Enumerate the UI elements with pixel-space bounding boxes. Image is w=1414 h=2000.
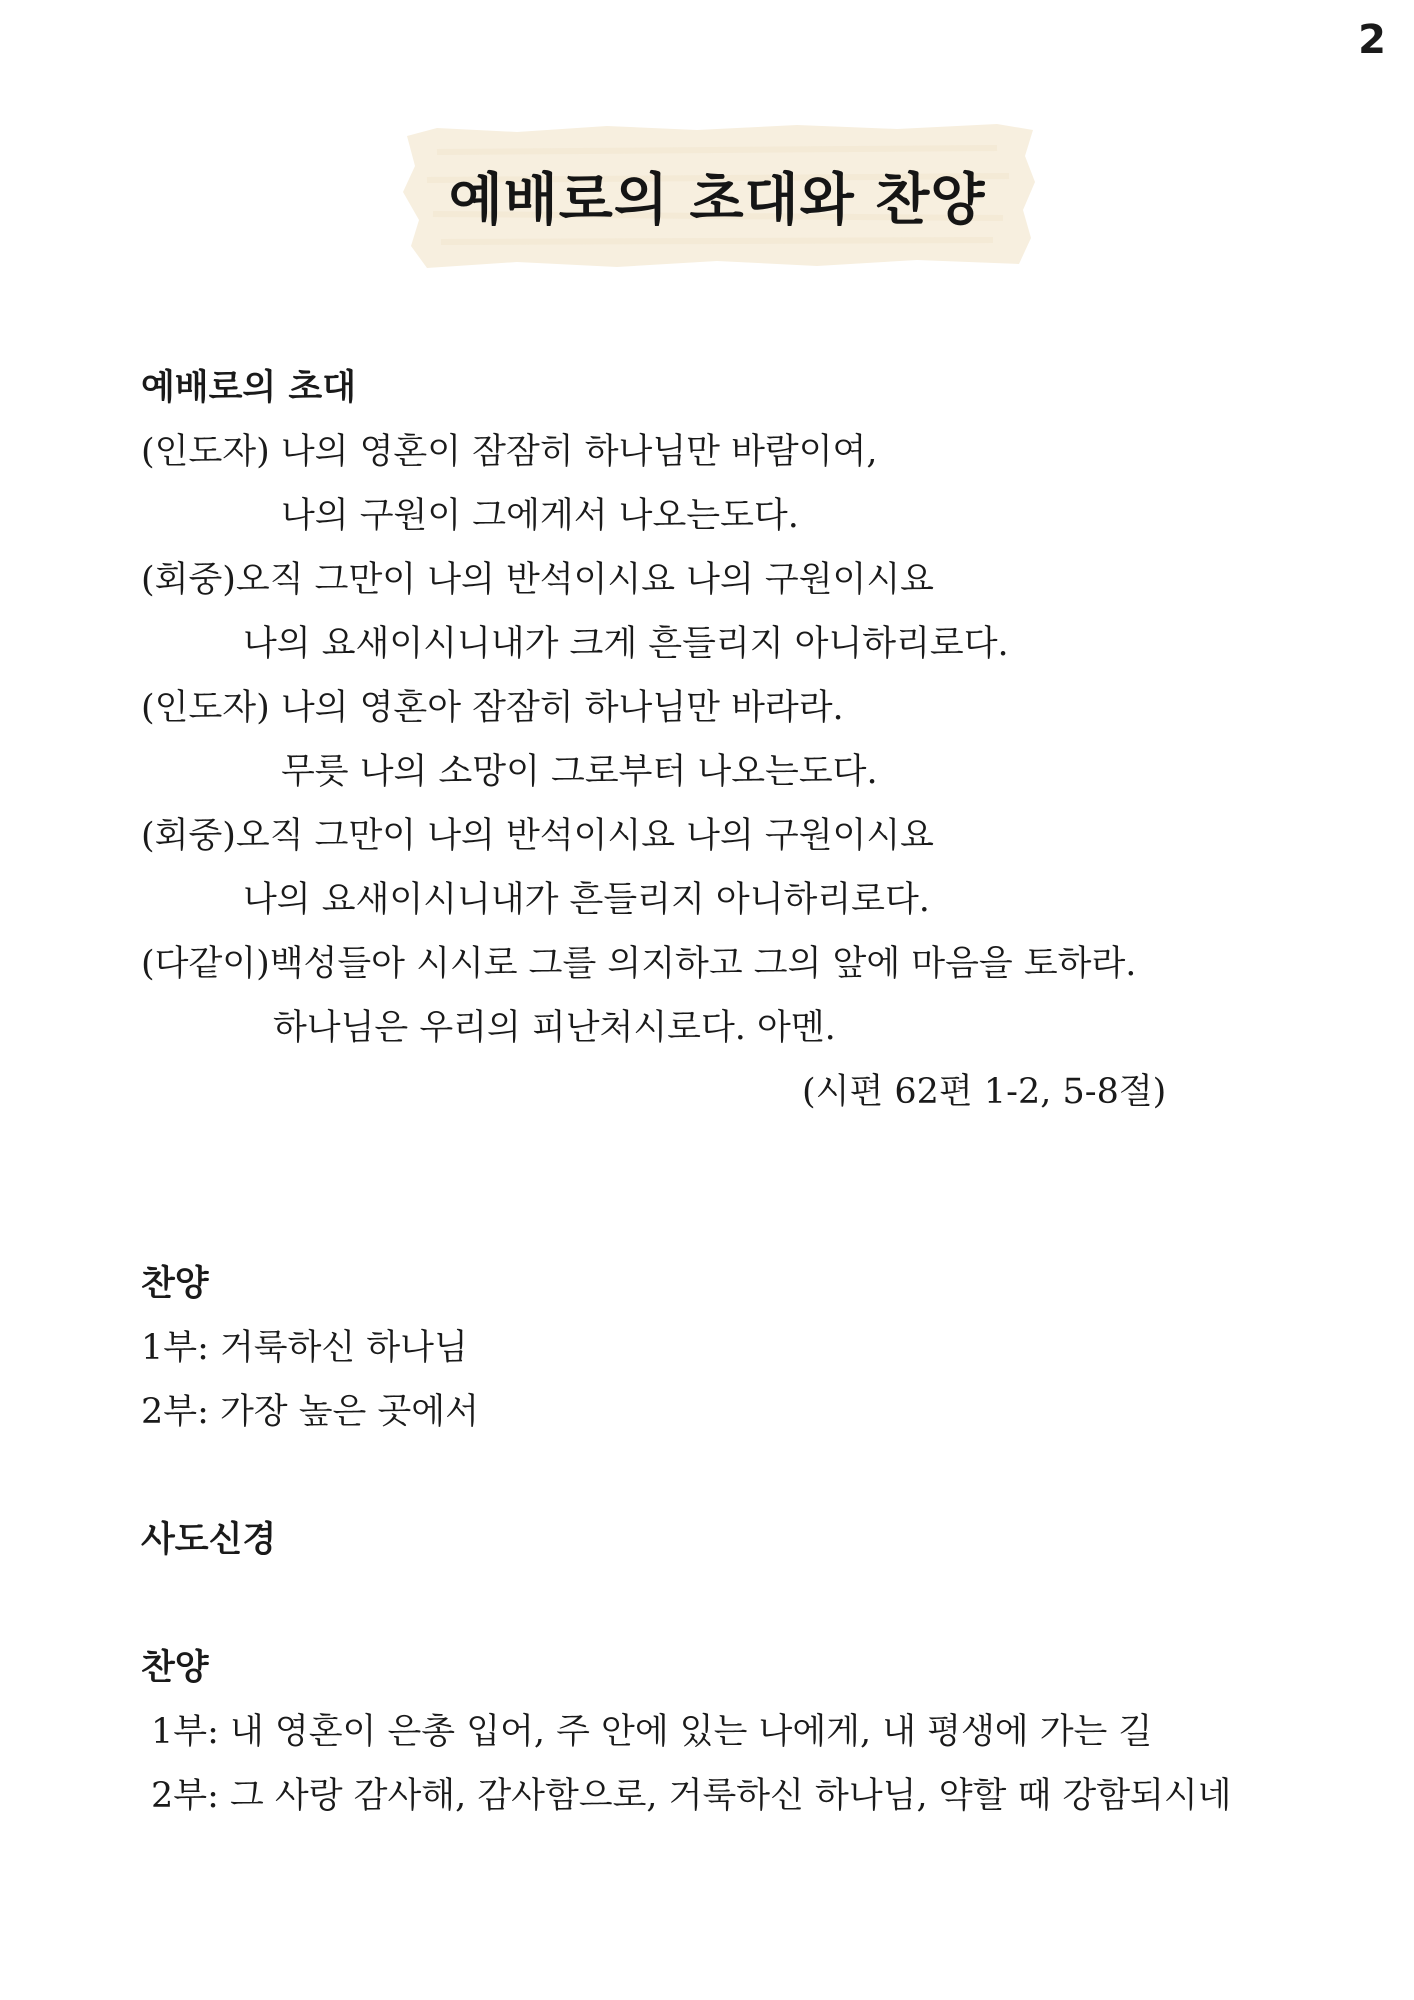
section-heading-invitation: 예배로의 초대: [141, 368, 357, 408]
main-content: [141, 356, 1341, 1828]
invitation-line: 나의 요새이시니내가 크게 흔들리지 아니하리로다.: [243, 624, 1009, 664]
praise-item: 1부: 내 영혼이 은총 입어, 주 안에 있는 나에게, 내 평생에 가는 길: [151, 1712, 1153, 1752]
invitation-line: (회중)오직 그만이 나의 반석이시요 나의 구원이시요: [141, 560, 934, 600]
invitation-line: 하나님은 우리의 피난처시로다. 아멘.: [273, 1008, 836, 1048]
invitation-line: (인도자) 나의 영혼이 잠잠히 하나님만 바람이여,: [141, 432, 878, 472]
invitation-line: (다같이)백성들아 시시로 그를 의지하고 그의 앞에 마음을 토하라.: [141, 944, 1137, 984]
praise-item: 2부: 그 사랑 감사해, 감사함으로, 거룩하신 하나님, 약할 때 강함되시네: [151, 1776, 1232, 1816]
invitation-line: 무릇 나의 소망이 그로부터 나오는도다.: [281, 752, 878, 792]
praise-item: 2부: 가장 높은 곳에서: [141, 1392, 479, 1432]
section-heading-creed: 사도신경: [141, 1520, 277, 1560]
section-heading-praise-2: 찬양: [141, 1648, 209, 1688]
invitation-line: (인도자) 나의 영혼아 잠잠히 하나님만 바라라.: [141, 688, 844, 728]
invitation-line: (회중)오직 그만이 나의 반석이시요 나의 구원이시요: [141, 816, 934, 856]
praise-item: 1부: 거룩하신 하나님: [141, 1328, 468, 1368]
invitation-line: 나의 구원이 그에게서 나오는도다.: [281, 496, 799, 536]
page-number: 2: [1358, 17, 1386, 63]
scripture-reference: (시편 62편 1-2, 5-8절): [802, 1072, 1167, 1112]
page-title: 예배로의 초대와 찬양: [448, 168, 986, 233]
title-banner: [397, 122, 1037, 270]
invitation-line: 나의 요새이시니내가 흔들리지 아니하리로다.: [243, 880, 930, 920]
section-heading-praise-1: 찬양: [141, 1264, 209, 1304]
